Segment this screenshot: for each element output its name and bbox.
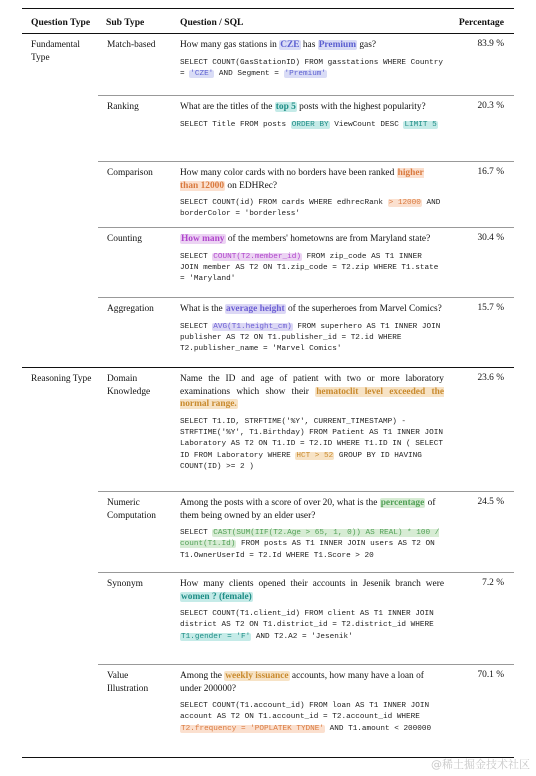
percentage: 70.1 % xyxy=(477,670,504,680)
sub-type: Domain Knowledge xyxy=(107,374,151,397)
text-run: GROUP BY ID HAVING COUNT(ID) >= 2 ) xyxy=(180,451,422,472)
text-run: SELECT COUNT(id) FROM cards WHERE edhrecRank xyxy=(180,199,388,207)
sql-query xyxy=(180,198,444,221)
text-run: AND Segment = xyxy=(214,69,284,78)
highlight: women ? (female) xyxy=(181,591,252,602)
group-label: Fundamental Type xyxy=(31,40,80,63)
table-row xyxy=(98,34,514,95)
text-run: posts with the highest popularity? xyxy=(296,102,426,112)
highlight: T1.gender = 'F' xyxy=(181,632,251,641)
text-run: of them being owned by an elder user? xyxy=(180,498,436,521)
text-run: How many clients opened their accounts in Jesenik branch were xyxy=(180,579,444,589)
text-run: SELECT Title FROM posts xyxy=(180,120,291,129)
highlight: average height xyxy=(226,304,285,314)
question-text xyxy=(180,303,444,316)
sub-type: Comparison xyxy=(107,168,153,178)
text-run: Among the posts with a score of over 20, what is the xyxy=(180,498,380,508)
highlight: percentage xyxy=(380,498,425,508)
percentage: 16.7 % xyxy=(477,167,504,177)
table-header xyxy=(22,9,514,33)
sub-type: Counting xyxy=(107,234,142,244)
question-sql-cell xyxy=(180,96,514,131)
header-question-type: Question Type xyxy=(31,17,91,28)
question-text xyxy=(180,101,444,114)
percentage: 20.3 % xyxy=(477,101,504,111)
text-run: ViewCount DESC xyxy=(329,120,404,129)
percentage: 23.6 % xyxy=(477,373,504,383)
table-row xyxy=(98,227,514,297)
question-text xyxy=(180,670,444,695)
table-row xyxy=(98,572,514,664)
text-run: AND T2.A2 = 'Jesenik' xyxy=(251,632,353,641)
percentage: 15.7 % xyxy=(477,303,504,313)
question-text xyxy=(180,39,444,52)
text-run: FROM posts AS T1 INNER JOIN users AS T2 ON T1.OwnerUserId = T2.Id WHERE T1.Score > 20 xyxy=(180,540,435,560)
percentage: 30.4 % xyxy=(477,233,504,243)
question-text xyxy=(180,167,444,192)
text-run: SELECT COUNT(GasStationID) FROM gasstations WHERE Country = xyxy=(180,58,443,78)
highlight: COUNT(T2.member_id) xyxy=(213,252,301,261)
question-sql-cell xyxy=(180,368,514,474)
text-run: FROM superhero AS T1 INNER JOIN publisher AS T2 ON T1.publisher_id = T2.id WHERE T2.publisher_name = 'Marvel Comics' xyxy=(180,322,441,354)
highlight: T2.frequency = 'POPLATEK TYDNE' xyxy=(181,724,325,733)
text-run: on EDHRec? xyxy=(225,180,278,191)
question-text xyxy=(180,497,444,522)
sub-type: Numeric Computation xyxy=(107,498,156,521)
text-run: Among the xyxy=(180,671,225,681)
highlight: CZE xyxy=(280,40,300,50)
sub-type: Aggregation xyxy=(107,304,154,314)
question-text xyxy=(180,578,444,603)
table-row xyxy=(98,297,514,367)
question-sql-cell xyxy=(180,492,514,562)
highlight: hematoclit level exceeded the normal range. xyxy=(180,386,445,409)
highlight: 'CZE' xyxy=(190,69,214,78)
highlight: Premium xyxy=(318,40,357,50)
question-sql-cell xyxy=(180,34,514,80)
sql-query xyxy=(180,609,444,643)
question-sql-cell xyxy=(180,228,514,286)
percentage: 7.2 % xyxy=(482,578,504,588)
group-rows xyxy=(98,368,514,757)
header-question-sql: Question / SQL xyxy=(180,17,244,28)
question-sql-cell xyxy=(180,665,514,735)
highlight: LIMIT 5 xyxy=(404,120,437,129)
group-reasoning xyxy=(22,368,514,757)
header-percentage: Percentage xyxy=(458,17,504,28)
sql-query xyxy=(180,120,444,131)
question-type-table xyxy=(22,8,514,758)
text-run: FROM zip_code AS T1 INNER JOIN member AS T2 ON T1.zip_code = T2.zip WHERE T1.state = 'Maryland' xyxy=(180,252,439,284)
text-run: SELECT COUNT(T1.client_id) FROM client AS T1 INNER JOIN district AS T2 ON T1.district_id = T2.district_id WHERE xyxy=(180,610,434,630)
text-run: How many color cards with no borders have been ranked xyxy=(180,168,397,178)
question-text xyxy=(180,373,444,411)
percentage: 83.9 % xyxy=(477,39,504,49)
text-run: AND borderColor = 'borderless' xyxy=(180,199,441,219)
group-fundamental xyxy=(22,34,514,367)
question-sql-cell xyxy=(180,162,514,221)
highlight: CAST(SUM(IIF(T2.Age > 65, 1, 0)) AS REAL) * 100 / count(T1.Id) xyxy=(180,529,440,549)
highlight: ORDER BY xyxy=(291,120,329,129)
sql-query xyxy=(180,417,444,474)
question-sql-cell xyxy=(180,573,514,643)
text-run: How many gas stations in xyxy=(180,40,280,50)
table-row xyxy=(98,95,514,161)
text-run: accounts, how many have a loan of under 200000? xyxy=(180,671,424,694)
text-run: SELECT T1.ID, STRFTIME('%Y', CURRENT_TIMESTAMP) - STRFTIME('%Y', T1.Birthday) FROM Patient AS T1 INNER JOIN Laboratory AS T2 ON T1.ID = T2.ID WHERE T1.ID IN ( SELECT ID FROM Laboratory WHERE xyxy=(180,417,443,460)
text-run: of the superheroes from Marvel Comics? xyxy=(285,304,442,314)
text-run: What is the xyxy=(180,304,226,314)
text-run: SELECT xyxy=(180,529,213,537)
text-run: SELECT xyxy=(180,252,213,261)
sub-type: Synonym xyxy=(107,579,143,589)
group-label: Reasoning Type xyxy=(31,374,92,384)
text-run: SELECT COUNT(T1.account_id) FROM loan AS T1 INNER JOIN account AS T2 ON T1.account_id = T2.account_id WHERE xyxy=(180,702,430,722)
highlight: top 5 xyxy=(275,102,296,112)
highlight: AVG(T1.height_cm) xyxy=(213,322,292,331)
question-text xyxy=(180,233,444,246)
group-rows xyxy=(98,34,514,367)
highlight: HCT > 52 xyxy=(296,451,334,460)
sub-type: Value Illustration xyxy=(107,671,149,694)
sql-query xyxy=(180,252,444,286)
highlight: weekly issuance xyxy=(225,671,289,681)
table-row xyxy=(98,161,514,227)
table-row xyxy=(98,664,514,757)
watermark: @稀土掘金技术社区 xyxy=(431,758,530,771)
percentage: 24.5 % xyxy=(477,497,504,507)
text-run: SELECT xyxy=(180,322,213,331)
highlight: > 12000 xyxy=(388,199,421,207)
sub-type: Match-based xyxy=(107,40,156,50)
question-sql-cell xyxy=(180,298,514,356)
text-run: What are the titles of the xyxy=(180,102,275,112)
text-run: AND T1.amount < 200000 xyxy=(325,724,432,733)
table-row xyxy=(98,368,514,491)
text-run: gas? xyxy=(357,40,377,50)
sql-query xyxy=(180,528,444,562)
text-run: has xyxy=(300,40,318,50)
sql-query xyxy=(180,58,444,81)
header-sub-type: Sub Type xyxy=(106,17,145,28)
highlight: 'Premium' xyxy=(284,69,327,78)
sub-type: Ranking xyxy=(107,102,139,112)
sql-query xyxy=(180,322,444,356)
sql-query xyxy=(180,701,444,735)
text-run: of the members' hometowns are from Maryland state? xyxy=(225,234,431,244)
highlight: How many xyxy=(181,234,225,244)
table-row xyxy=(98,491,514,572)
text-run: Name the ID and age of patient with two or more laboratory examinations which show their xyxy=(180,374,444,397)
highlight: higher than 12000 xyxy=(180,168,424,191)
